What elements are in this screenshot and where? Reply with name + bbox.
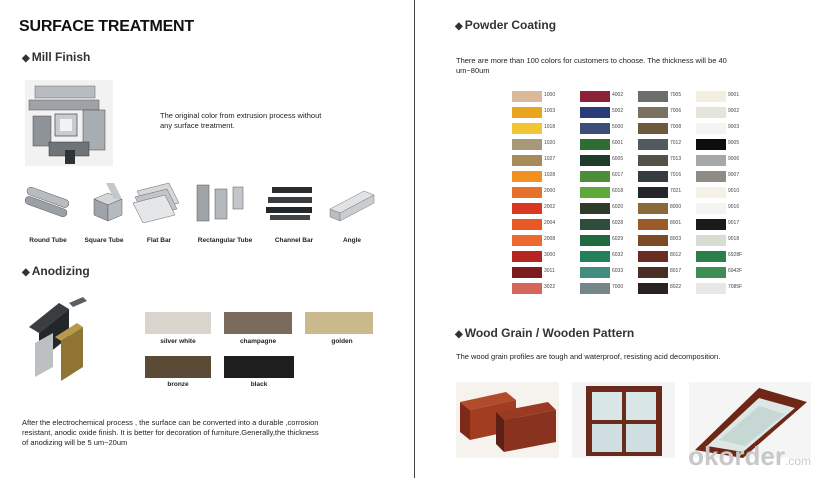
powder-code-2004: 2004	[544, 220, 556, 226]
powder-code-7021: 7021	[670, 188, 682, 194]
diamond-bullet-icon: ◆	[22, 53, 30, 64]
powder-swatch-9016	[696, 203, 726, 214]
anodize-swatch-silver-white	[145, 312, 211, 334]
powder-swatch-1000	[512, 91, 542, 102]
powder-swatch-3022	[512, 283, 542, 294]
powder-code-1028: 1028	[544, 172, 556, 178]
powder-code-8001: 8001	[670, 220, 682, 226]
okorder-watermark: okorder.com	[688, 441, 811, 471]
powder-swatch-9018	[696, 235, 726, 246]
powder-code-8000: 8000	[670, 204, 682, 210]
powder-code-9017: 9017	[728, 220, 740, 226]
powder-swatch-7006	[638, 107, 668, 118]
wood-grain-description: The wood grain profiles are tough and waterproof, resisting acid decomposition.	[456, 352, 721, 361]
powder-code-6928F: 6928F	[728, 252, 743, 258]
powder-swatch-7008	[638, 123, 668, 134]
profile-label-channel-bar: Channel Bar	[274, 237, 314, 244]
powder-swatch-1028	[512, 171, 542, 182]
anodize-swatch-golden	[305, 312, 373, 334]
anodize-label-champagne: champagne	[239, 338, 277, 345]
powder-swatch-2000	[512, 187, 542, 198]
profile-label-flat-bar: Flat Bar	[146, 237, 172, 244]
powder-color-chart	[512, 91, 758, 301]
powder-code-9010: 9010	[728, 188, 740, 194]
powder-swatch-8022	[638, 283, 668, 294]
powder-swatch-1018	[512, 123, 542, 134]
powder-swatch-1020	[512, 139, 542, 150]
powder-coating-heading: ◆ Powder Coating	[455, 18, 557, 32]
powder-swatch-6028	[580, 219, 610, 230]
powder-swatch-6020	[580, 203, 610, 214]
page-divider	[414, 0, 415, 478]
powder-swatch-6942F	[696, 267, 726, 278]
powder-swatch-9006	[696, 155, 726, 166]
powder-swatch-6018	[580, 187, 610, 198]
page-title: SURFACE TREATMENT	[19, 18, 194, 35]
powder-code-9006: 9006	[728, 156, 740, 162]
profile-label-rectangular-tube: Rectangular Tube	[197, 237, 253, 244]
powder-swatch-6001	[580, 139, 610, 150]
powder-swatch-9002	[696, 107, 726, 118]
powder-swatch-7016	[638, 171, 668, 182]
powder-code-7012: 7012	[670, 140, 682, 146]
powder-swatch-7012	[638, 139, 668, 150]
anodizing-description: After the electrochemical process , the surface can be converted into a durable ,corrosion resistant, anodic oxide finish. It is better for decoration of furniture.Generally,the thickness of anodizing will be 5 um~20um	[22, 418, 319, 447]
powder-code-1000: 1000	[544, 92, 556, 98]
powder-swatch-7085F	[696, 283, 726, 294]
diamond-bullet-icon: ◆	[455, 329, 463, 340]
powder-code-3011: 3011	[544, 268, 555, 274]
rectangular-tube-photo	[195, 183, 253, 223]
powder-swatch-4002	[580, 91, 610, 102]
powder-swatch-6005	[580, 155, 610, 166]
powder-swatch-2002	[512, 203, 542, 214]
wood-profile-photo	[456, 382, 559, 458]
powder-swatch-6017	[580, 171, 610, 182]
powder-code-9016: 9016	[728, 204, 740, 210]
wood-grain-heading: ◆ Wood Grain / Wooden Pattern	[455, 326, 635, 340]
powder-swatch-5002	[580, 107, 610, 118]
powder-swatch-6928F	[696, 251, 726, 262]
powder-code-6017: 6017	[612, 172, 624, 178]
powder-code-6028: 6028	[612, 220, 624, 226]
powder-swatch-8012	[638, 251, 668, 262]
powder-swatch-9017	[696, 219, 726, 230]
powder-swatch-8000	[638, 203, 668, 214]
powder-swatch-6032	[580, 251, 610, 262]
anodize-label-bronze: bronze	[167, 381, 189, 388]
profile-label-square-tube: Square Tube	[84, 237, 124, 244]
powder-code-3022: 3022	[544, 284, 556, 290]
flat-bar-photo	[133, 181, 181, 223]
anodize-label-black: black	[250, 381, 268, 388]
mill-finish-description: The original color from extrusion process without any surface treatment.	[160, 111, 322, 130]
wood-window-photo	[572, 382, 675, 458]
profile-label-round-tube: Round Tube	[29, 237, 67, 244]
round-tube-photo	[22, 183, 72, 223]
diamond-bullet-icon: ◆	[22, 267, 30, 278]
powder-code-2008: 2008	[544, 236, 556, 242]
powder-code-5002: 5002	[612, 108, 624, 114]
powder-code-8003: 8003	[670, 236, 682, 242]
powder-code-4002: 4002	[612, 92, 624, 98]
powder-code-9003: 9003	[728, 124, 740, 130]
powder-code-8017: 8017	[670, 268, 682, 274]
powder-swatch-1027	[512, 155, 542, 166]
powder-swatch-9007	[696, 171, 726, 182]
powder-coating-description: There are more than 100 colors for customers to choose. The thickness will be 40 um~80um	[456, 56, 727, 75]
profile-label-angle: Angle	[342, 237, 362, 244]
powder-swatch-2008	[512, 235, 542, 246]
powder-code-9002: 9002	[728, 108, 740, 114]
anodize-label-golden: golden	[331, 338, 353, 345]
diamond-bullet-icon: ◆	[455, 21, 463, 32]
powder-code-2000: 2000	[544, 188, 556, 194]
powder-code-1018: 1018	[544, 124, 556, 130]
channel-bar-photo	[264, 185, 316, 223]
powder-swatch-3011	[512, 267, 542, 278]
square-tube-photo	[88, 181, 128, 223]
anodize-swatch-champagne	[224, 312, 292, 334]
powder-swatch-6029	[580, 235, 610, 246]
powder-code-7016: 7016	[670, 172, 682, 178]
powder-swatch-9005	[696, 139, 726, 150]
powder-swatch-3000	[512, 251, 542, 262]
powder-swatch-9010	[696, 187, 726, 198]
powder-code-7013: 7013	[670, 156, 682, 162]
powder-code-7008: 7008	[670, 124, 682, 130]
powder-swatch-8001	[638, 219, 668, 230]
powder-swatch-6033	[580, 267, 610, 278]
powder-code-1003: 1003	[544, 108, 556, 114]
powder-code-8012: 8012	[670, 252, 682, 258]
powder-swatch-8003	[638, 235, 668, 246]
powder-code-6001: 6001	[612, 140, 624, 146]
powder-swatch-5000	[580, 123, 610, 134]
powder-swatch-7005	[638, 91, 668, 102]
powder-code-6033: 6033	[612, 268, 624, 274]
powder-code-6020: 6020	[612, 204, 624, 210]
powder-code-6942F: 6942F	[728, 268, 743, 274]
anodizing-heading: ◆ Anodizing	[22, 264, 90, 278]
anodize-swatch-bronze	[145, 356, 211, 378]
powder-code-6029: 6029	[612, 236, 624, 242]
angle-photo	[328, 183, 376, 223]
powder-code-6005: 6005	[612, 156, 624, 162]
anodizing-photo	[25, 297, 93, 383]
mill-finish-heading: ◆ Mill Finish	[22, 50, 91, 64]
powder-code-3000: 3000	[544, 252, 556, 258]
powder-code-7085F: 7085F	[728, 284, 743, 290]
powder-swatch-9001	[696, 91, 726, 102]
powder-code-7000: 7000	[612, 284, 624, 290]
powder-swatch-8017	[638, 267, 668, 278]
powder-code-2002: 2002	[544, 204, 556, 210]
powder-code-9018: 9018	[728, 236, 740, 242]
powder-swatch-7013	[638, 155, 668, 166]
powder-code-1027: 1027	[544, 156, 556, 162]
mill-finish-photo	[25, 80, 113, 166]
powder-code-9007: 9007	[728, 172, 740, 178]
powder-swatch-7000	[580, 283, 610, 294]
powder-code-6018: 6018	[612, 188, 624, 194]
powder-code-9005: 9005	[728, 140, 740, 146]
powder-code-6032: 6032	[612, 252, 624, 258]
powder-code-1020: 1020	[544, 140, 556, 146]
powder-code-7006: 7006	[670, 108, 682, 114]
anodize-swatch-black	[224, 356, 294, 378]
powder-swatch-9003	[696, 123, 726, 134]
powder-swatch-2004	[512, 219, 542, 230]
powder-code-7005: 7005	[670, 92, 682, 98]
powder-swatch-7021	[638, 187, 668, 198]
powder-code-8022: 8022	[670, 284, 682, 290]
anodize-label-silver-white: silver white	[160, 338, 196, 345]
powder-code-9001: 9001	[728, 92, 740, 98]
powder-swatch-1003	[512, 107, 542, 118]
powder-code-5000: 5000	[612, 124, 624, 130]
